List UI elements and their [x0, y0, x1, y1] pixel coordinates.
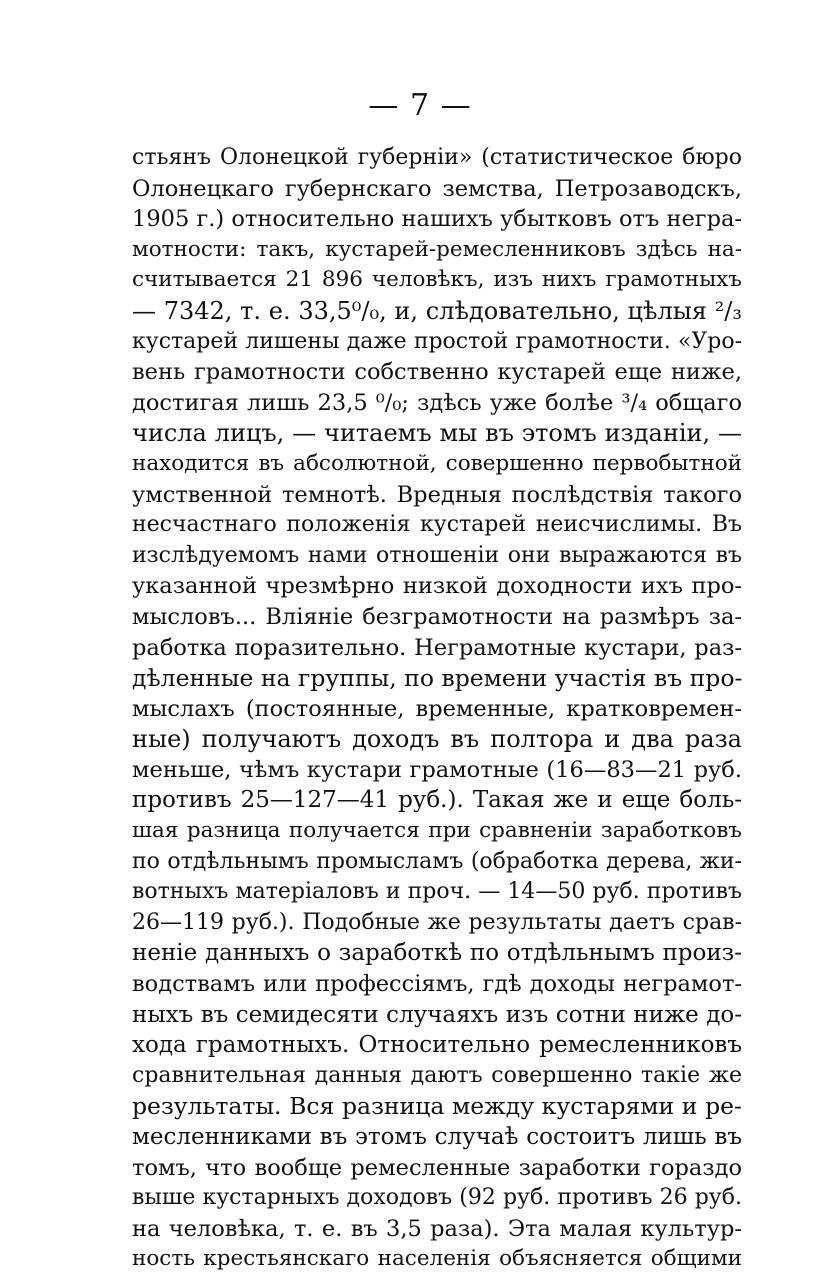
text-line: томъ, что вообще ремесленные заработки гораздо — [132, 1154, 742, 1181]
text-line: 1905 г.) относительно нашихъ убытковъ отъ негра- — [132, 206, 742, 233]
text-line: ныхъ въ семидесяти случаяхъ изъ сотни ниже до- — [132, 1001, 742, 1028]
text-line: мысловъ... Вліяніе безграмотности на размѣръ за- — [132, 603, 742, 630]
text-line: результаты. Вся разница между кустарями и ре- — [132, 1092, 742, 1121]
text-line: работка поразительно. Неграмотные кустари, раз- — [132, 634, 742, 661]
text-line: — 7342, т. е. 33,5⁰/₀, и, слѣдовательно, цѣлыя ²/₃ — [132, 296, 742, 325]
text-line: ные) получаютъ доходъ въ полтора и два раза — [132, 725, 742, 754]
text-line: стьянъ Олонецкой губерніи» (статистическое бюро — [132, 145, 742, 170]
text-line: вень грамотности собственно кустарей еще ниже, — [132, 359, 742, 386]
text-line: неніе данныхъ о заработкѣ по отдѣльнымъ произ- — [132, 940, 742, 967]
page-number: — 7 — — [368, 88, 472, 123]
body-text — [132, 143, 742, 1275]
text-line: умственной темнотѣ. Вредныя послѣдствія такого — [132, 481, 742, 508]
text-line: водствамъ или профессіямъ, гдѣ доходы неграмот- — [132, 971, 742, 998]
text-line: выше кустарныхъ доходовъ (92 руб. противъ 26 руб. — [132, 1185, 742, 1211]
text-line: сравнительная данныя даютъ совершенно такіе же — [132, 1062, 742, 1088]
text-line: изслѣдуемомъ нами отношеніи они выражаются въ — [132, 542, 742, 568]
text-line: противъ 25—127—41 руб.). Такая же и еще боль- — [132, 787, 742, 814]
text-line: по отдѣльнымъ промысламъ (обработка дерева, жи- — [132, 848, 742, 874]
text-line: на человѣка, т. е. въ 3,5 раза). Эта малая культур- — [132, 1215, 742, 1242]
text-line: числа лицъ, — читаемъ мы въ этомъ изданіи, — — [132, 419, 742, 448]
text-line: мыслахъ (постоянные, временные, кратковремен- — [132, 695, 742, 722]
text-line: кустарей лишены даже простой грамотности. «Уро- — [132, 328, 742, 354]
text-line: указанной чрезмѣрно низкой доходности ихъ про- — [132, 573, 742, 600]
text-line: дѣленные на группы, по времени участія въ про- — [132, 664, 743, 693]
text-line: хода грамотныхъ. Относительно ремесленниковъ — [132, 1032, 742, 1059]
text-line: шая разница получается при сравненіи заработковъ — [132, 818, 742, 844]
text-line: достигая лишь 23,5 ⁰/₀; здѣсь уже болѣе ³/₄ общаго — [132, 389, 742, 416]
text-line: находится въ абсолютной, совершенно первобытной — [132, 450, 742, 476]
text-line: несчастнаго положенія кустарей неисчислимы. Въ — [132, 512, 742, 538]
text-line: ность крестьянскаго населенія объясняется общими — [132, 1246, 742, 1272]
text-line: меньше, чѣмъ кустари грамотные (16—83—21 руб. — [132, 756, 742, 783]
text-line: считывается 21 896 человѣкъ, изъ нихъ грамотныхъ — [132, 267, 742, 293]
text-line: 26—119 руб.). Подобные же результаты даетъ срав- — [132, 909, 742, 935]
text-line: месленниками въ этомъ случаѣ состоитъ лишь въ — [132, 1124, 742, 1150]
text-line: мотности: такъ, кустарей-ремесленниковъ здѣсь на- — [132, 236, 742, 262]
text-line: Олонецкаго губернскаго земства, Петрозаводскъ, — [132, 175, 742, 202]
text-line: вотныхъ матеріаловъ и проч. — 14—50 руб. противъ — [132, 879, 742, 905]
